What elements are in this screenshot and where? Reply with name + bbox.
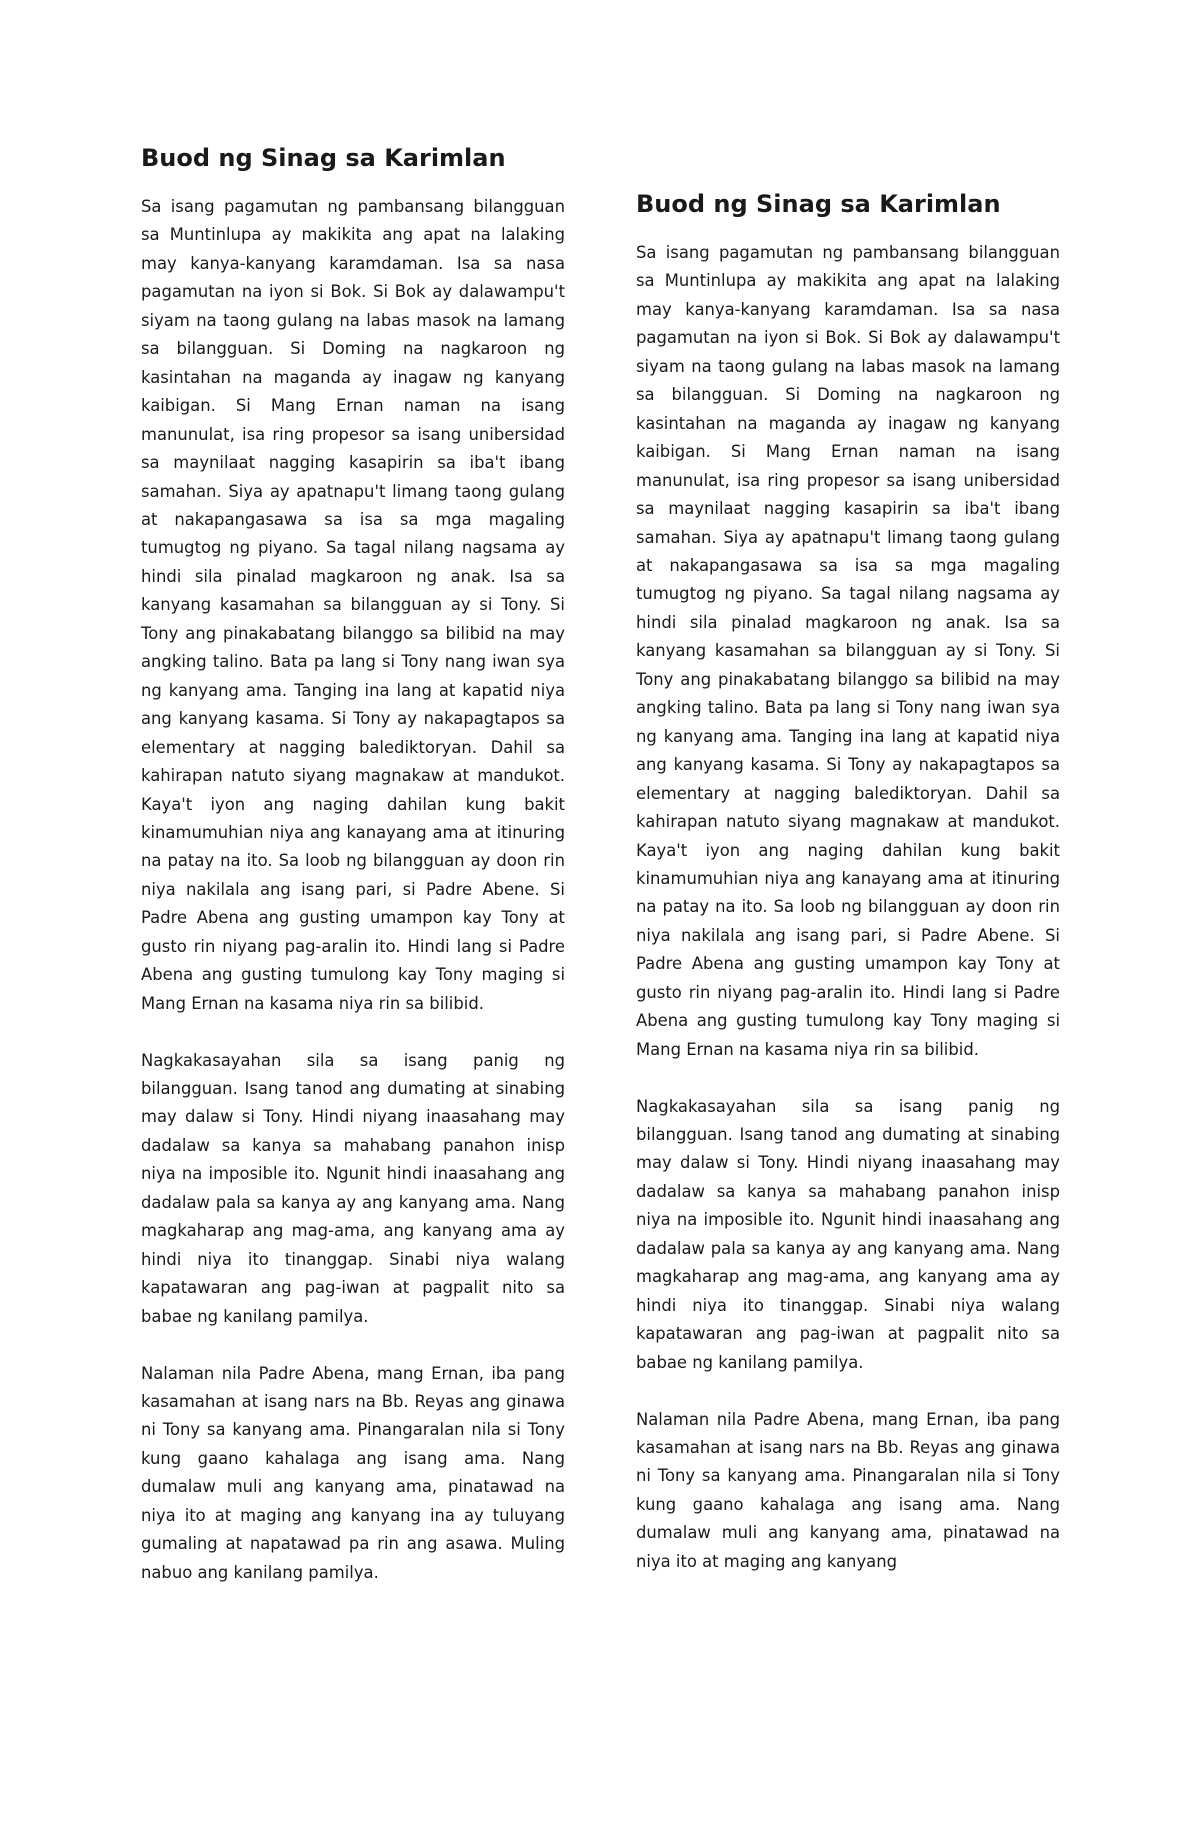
left-column: [141, 143, 565, 1616]
right-title: Buod ng Sinag sa Karimlan: [636, 190, 1001, 218]
left-paragraph-2: Nagkakasayahan sila sa isang panig ng bilangguan. Isang tanod ang dumating at sinabing may dalaw si Tony. Hindi niyang inaasahang may dadalaw sa kanya sa mahabang panahon inisp niya na imposible ito. Ngunit hindi inaasahang ang dadalaw pala sa kanya ay ang kanyang ama. Nang magkaharap ang mag-ama, ang kanyang ama ay hindi niya ito tinanggap. Sinabi niya walang kapatawaran ang pag-iwan at pagpalit nito sa babae ng kanilang pamilya.: [141, 1050, 565, 1326]
right-paragraph-1: Sa isang pagamutan ng pambansang bilangguan sa Muntinlupa ay makikita ang apat na lalaking may kanya-kanyang karamdaman. Isa sa nasa pagamutan na iyon si Bok. Si Bok ay dalawampu't siyam na taong gulang na labas masok na lamang sa bilangguan. Si Doming na nagkaroon ng kasintahan na maganda ay inagaw ng kanyang kaibigan. Si Mang Ernan naman na isang manunulat, isa ring propesor sa isang unibersidad sa maynilaat nagging kasapirin sa iba't ibang samahan. Siya ay apatnapu't limang taong gulang at nakapangasawa sa isa sa mga magaling tumugtog ng piyano. Sa tagal nilang nagsama ay hindi sila pinalad magkaroon ng anak. Isa sa kanyang kasamahan sa bilangguan ay si Tony. Si Tony ang pinakabatang bilanggo sa bilibid na may angking talino. Bata pa lang si Tony nang iwan sya ng kanyang ama. Tanging ina lang at kapatid niya ang kanyang kasama. Si Tony ay nakapagtapos sa elementary at nagging balediktoryan. Dahil sa kahirapan natuto siyang magnakaw at mandukot. Kaya't iyon ang naging dahilan kung bakit kinamumuhian niya ang kanayang ama at itinuring na patay na ito. Sa loob ng bilangguan ay doon rin niya nakilala ang isang pari, si Padre Abene. Si Padre Abena ang gusting umampon kay Tony at gusto rin niyang pag-aralin ito. Hindi lang si Padre Abena ang gusting tumulong kay Tony maging si Mang Ernan na kasama niya rin sa bilibid.: [636, 243, 1060, 1059]
right-paragraph-2: Nagkakasayahan sila sa isang panig ng bilangguan. Isang tanod ang dumating at sinabing may dalaw si Tony. Hindi niyang inaasahang may dadalaw sa kanya sa mahabang panahon inisp niya na imposible ito. Ngunit hindi inaasahang ang dadalaw pala sa kanya ay ang kanyang ama. Nang magkaharap ang mag-ama, ang kanyang ama ay hindi niya ito tinanggap. Sinabi niya walang kapatawaran ang pag-iwan at pagpalit nito sa babae ng kanilang pamilya.: [636, 1096, 1060, 1372]
left-paragraph-1: Sa isang pagamutan ng pambansang bilangguan sa Muntinlupa ay makikita ang apat na lalaking may kanya-kanyang karamdaman. Isa sa nasa pagamutan na iyon si Bok. Si Bok ay dalawampu't siyam na taong gulang na labas masok na lamang sa bilangguan. Si Doming na nagkaroon ng kasintahan na maganda ay inagaw ng kanyang kaibigan. Si Mang Ernan naman na isang manunulat, isa ring propesor sa isang unibersidad sa maynilaat nagging kasapirin sa iba't ibang samahan. Siya ay apatnapu't limang taong gulang at nakapangasawa sa isa sa mga magaling tumugtog ng piyano. Sa tagal nilang nagsama ay hindi sila pinalad magkaroon ng anak. Isa sa kanyang kasamahan sa bilangguan ay si Tony. Si Tony ang pinakabatang bilanggo sa bilibid na may angking talino. Bata pa lang si Tony nang iwan sya ng kanyang ama. Tanging ina lang at kapatid niya ang kanyang kasama. Si Tony ay nakapagtapos sa elementary at nagging balediktoryan. Dahil sa kahirapan natuto siyang magnakaw at mandukot. Kaya't iyon ang naging dahilan kung bakit kinamumuhian niya ang kanayang ama at itinuring na patay na ito. Sa loob ng bilangguan ay doon rin niya nakilala ang isang pari, si Padre Abene. Si Padre Abena ang gusting umampon kay Tony at gusto rin niyang pag-aralin ito. Hindi lang si Padre Abena ang gusting tumulong kay Tony maging si Mang Ernan na kasama niya rin sa bilibid.: [141, 197, 565, 1013]
left-paragraph-3: Nalaman nila Padre Abena, mang Ernan, iba pang kasamahan at isang nars na Bb. Reyas ang ginawa ni Tony sa kanyang ama. Pinangaralan nila si Tony kung gaano kahalaga ang isang ama. Nang dumalaw muli ang kanyang ama, pinatawad na niya ito at maging ang kanyang ina ay tuluyang gumaling at napatawad pa rin ang asawa. Muling nabuo ang kanilang pamilya.: [141, 1363, 565, 1582]
right-column: [636, 189, 1060, 1576]
right-paragraph-3: Nalaman nila Padre Abena, mang Ernan, iba pang kasamahan at isang nars na Bb. Reyas ang ginawa ni Tony sa kanyang ama. Pinangaralan nila si Tony kung gaano kahalaga ang isang ama. Nang dumalaw muli ang kanyang ama, pinatawad na niya ito at maging ang kanyang: [636, 1409, 1060, 1571]
left-title: Buod ng Sinag sa Karimlan: [141, 144, 506, 172]
